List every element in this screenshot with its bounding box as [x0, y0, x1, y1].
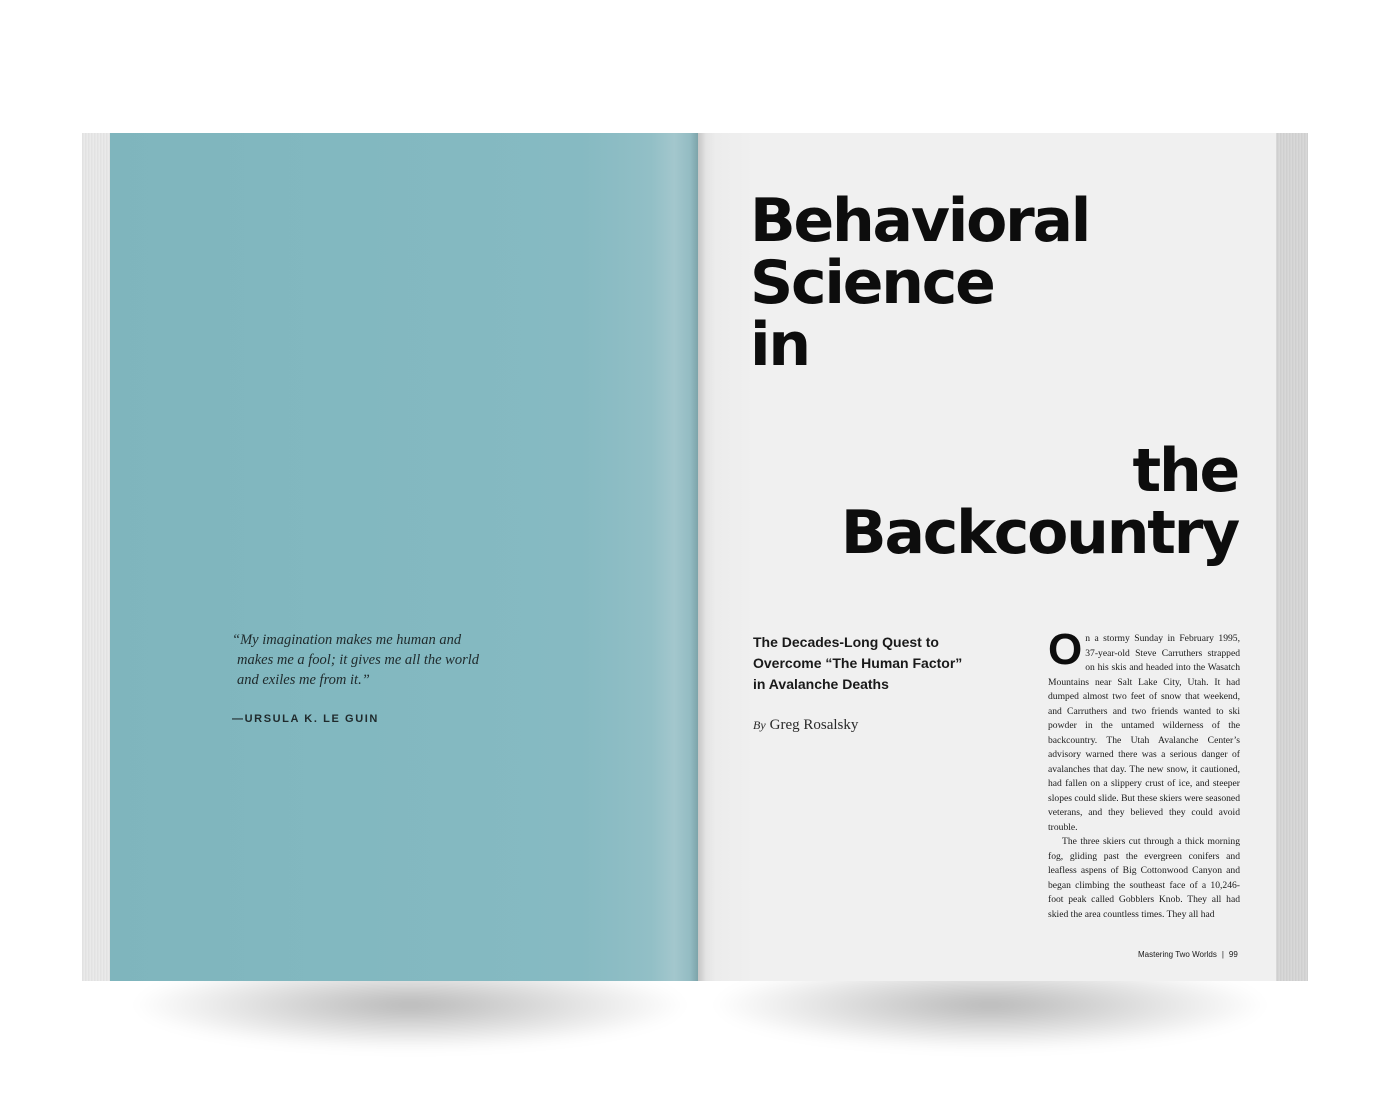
quote-line: makes me a fool; it gives me all the world	[237, 652, 480, 668]
subtitle-line: Overcome “The Human Factor”	[753, 655, 963, 671]
author-name: Greg Rosalsky	[769, 717, 859, 733]
subtitle-line: in Avalanche Deaths	[753, 676, 889, 692]
book-gutter	[690, 133, 706, 981]
title-line: Backcountry	[840, 498, 1238, 568]
page-number: 99	[1228, 950, 1238, 959]
epigraph-quote	[232, 630, 492, 690]
article-title	[750, 186, 1090, 380]
body-paragraph: The three skiers cut through a thick morning fog, gliding past the evergreen conifers and leafless aspens of Big Cottonwood Canyon and began climbing the southeast face of a 10,246-foot peak called Gobblers Knob. They all had skied the area countless times. They all had	[1048, 836, 1240, 920]
page-footer	[1138, 950, 1238, 959]
footer-section: Mastering Two Worlds	[1138, 950, 1217, 959]
byline-prefix: By	[753, 718, 766, 732]
quote-line: and exiles me from it.”	[237, 672, 370, 688]
title-line: the	[1132, 436, 1238, 506]
left-page	[110, 133, 698, 981]
drop-cap: O	[1048, 625, 1083, 674]
article-title-continued	[840, 436, 1238, 568]
body-paragraph	[1048, 625, 1240, 835]
page-edges-left	[82, 133, 112, 981]
page-edges-right	[1274, 133, 1308, 981]
quote-author: —URSULA K. LE GUIN	[232, 713, 379, 725]
subtitle-line: The Decades-Long Quest to	[753, 634, 939, 650]
title-line: Behavioral	[750, 186, 1090, 256]
quote-line: “My imagination makes me human and	[232, 632, 462, 648]
byline	[753, 717, 858, 734]
article-body	[1048, 625, 1240, 922]
title-line: in	[750, 310, 809, 380]
paragraph-text: n a stormy Sunday in February 1995, 37-year-old Steve Carruthers strapped on his skis and headed into the Wasatch Mountains near Salt Lake City, Utah. It had dumped almost two feet of snow that weekend, and Carruthers and two friends wanted to ski powder in the untamed wilderness of the backcountry. The Utah Avalanche Center’s advisory warned there was a serious danger of avalanches that day. The new snow, it cautioned, had fallen on a slippery crust of ice, and steeper slopes could slide. But these skiers were seasoned veterans, and they believed they could avoid trouble.	[1048, 633, 1240, 833]
title-line: Science	[750, 248, 994, 318]
article-subtitle	[753, 632, 1013, 695]
footer-separator: |	[1221, 950, 1224, 959]
